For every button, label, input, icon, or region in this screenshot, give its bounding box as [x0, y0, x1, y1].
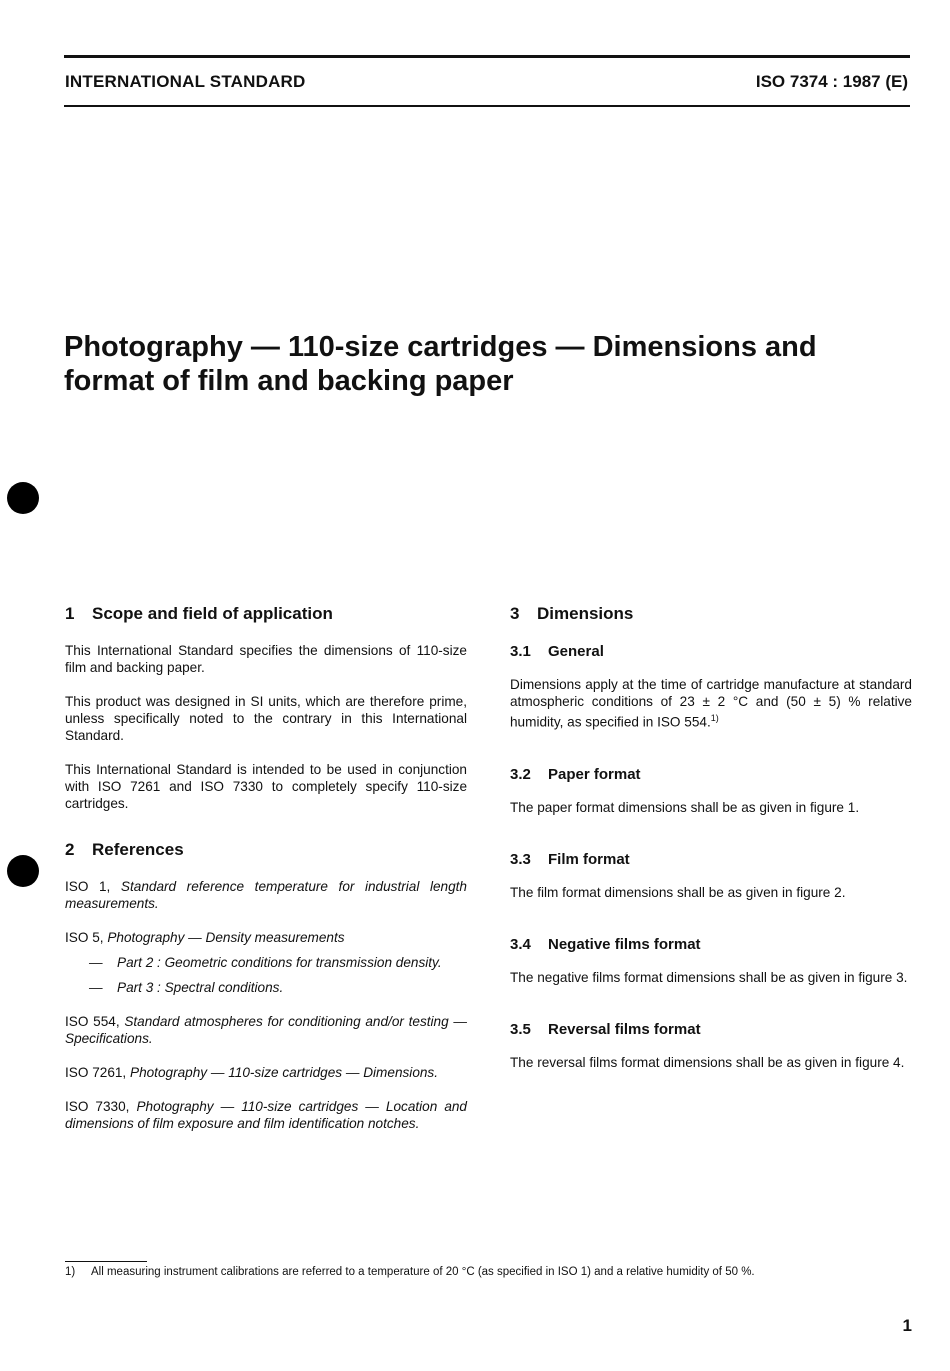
- section-number: 1: [65, 604, 75, 623]
- reversal-films-paragraph: The reversal films format dimensions shall be as given in figure 4.: [510, 1054, 905, 1070]
- section-1-heading: [65, 603, 467, 625]
- scope-paragraph-2: This product was designed in SI units, which are therefore prime, unless specifically noted to the contrary in this International Standard.: [65, 694, 467, 743]
- left-column: [65, 603, 467, 1149]
- scope-paragraph-1: This International Standard specifies the dimensions of 110-size film and backing paper.: [65, 643, 467, 675]
- section-3-4-heading: 3.4 Negative films format: [510, 935, 701, 953]
- title-line-2: format of film and backing paper: [64, 365, 514, 397]
- reference-subpart-3: — Part 3 : Spectral conditions.: [89, 980, 284, 995]
- section-title: Dimensions: [537, 604, 634, 623]
- section-number: 2: [65, 840, 75, 859]
- reference-iso-7330: ISO 7330, Photography — 110-size cartridges — Location and dimensions of film exposure and film identification notches.: [65, 1099, 467, 1131]
- section-3-3-heading: 3.3 Film format: [510, 850, 630, 868]
- section-3-2-heading: 3.2 Paper format: [510, 765, 641, 783]
- reference-iso-7261: ISO 7261, Photography — 110-size cartridges — Dimensions.: [65, 1065, 439, 1080]
- footnote-separator: [65, 1261, 147, 1262]
- section-3-5-heading: 3.5 Reversal films format: [510, 1020, 701, 1038]
- document-type-label: INTERNATIONAL STANDARD: [65, 72, 306, 91]
- standard-number: ISO 7374 : 1987 (E): [755, 72, 908, 91]
- paper-format-paragraph: The paper format dimensions shall be as given in figure 1.: [510, 799, 860, 815]
- section-3-1-heading: 3.1 General: [510, 643, 604, 660]
- footnote-text: All measuring instrument calibrations are referred to a temperature of 20 °C (as specified in ISO 1) and a relative humidity of 50 %.: [91, 1266, 755, 1278]
- footnote: [65, 1266, 755, 1278]
- footnote-ref: 1): [710, 713, 719, 723]
- section-title: References: [92, 840, 184, 859]
- page-title: [64, 330, 884, 398]
- section-number: 3: [510, 604, 520, 623]
- section-3-heading: [510, 603, 912, 625]
- reference-subpart-2: — Part 2 : Geometric conditions for transmission density.: [89, 955, 442, 970]
- scope-paragraph-3: This International Standard is intended to be used in conjunction with ISO 7261 and ISO 7330 to completely specify 110-size cartridges.: [65, 762, 467, 811]
- section-2-heading: [65, 839, 467, 861]
- reference-iso-554: ISO 554, Standard atmospheres for conditioning and/or testing — Specifications.: [65, 1014, 467, 1046]
- header-bottom-rule: [64, 105, 910, 107]
- reference-iso-1: ISO 1, Standard reference temperature for industrial length measurements.: [65, 879, 467, 911]
- film-format-paragraph: The film format dimensions shall be as given in figure 2.: [510, 884, 846, 900]
- negative-films-paragraph: The negative films format dimensions shall be as given in figure 3.: [510, 969, 908, 985]
- footnote-number: 1): [65, 1266, 76, 1278]
- page-number: 1: [902, 1316, 912, 1335]
- punch-hole-mark: [7, 855, 39, 887]
- right-column: [510, 603, 912, 1088]
- general-paragraph: Dimensions apply at the time of cartridge manufacture at standard atmospheric conditions of 23 ± 2 °C and (50 ± 5) % relative humidity, as specified in ISO 554.$^{1)}$: [510, 677, 912, 730]
- punch-hole-mark: [7, 482, 39, 514]
- header-top-rule: [64, 55, 910, 58]
- title-line-1: Photography — 110-size cartridges — Dimensions and: [64, 331, 817, 363]
- reference-iso-5: ISO 5, Photography — Density measurements: [65, 930, 345, 945]
- section-title: Scope and field of application: [92, 604, 333, 623]
